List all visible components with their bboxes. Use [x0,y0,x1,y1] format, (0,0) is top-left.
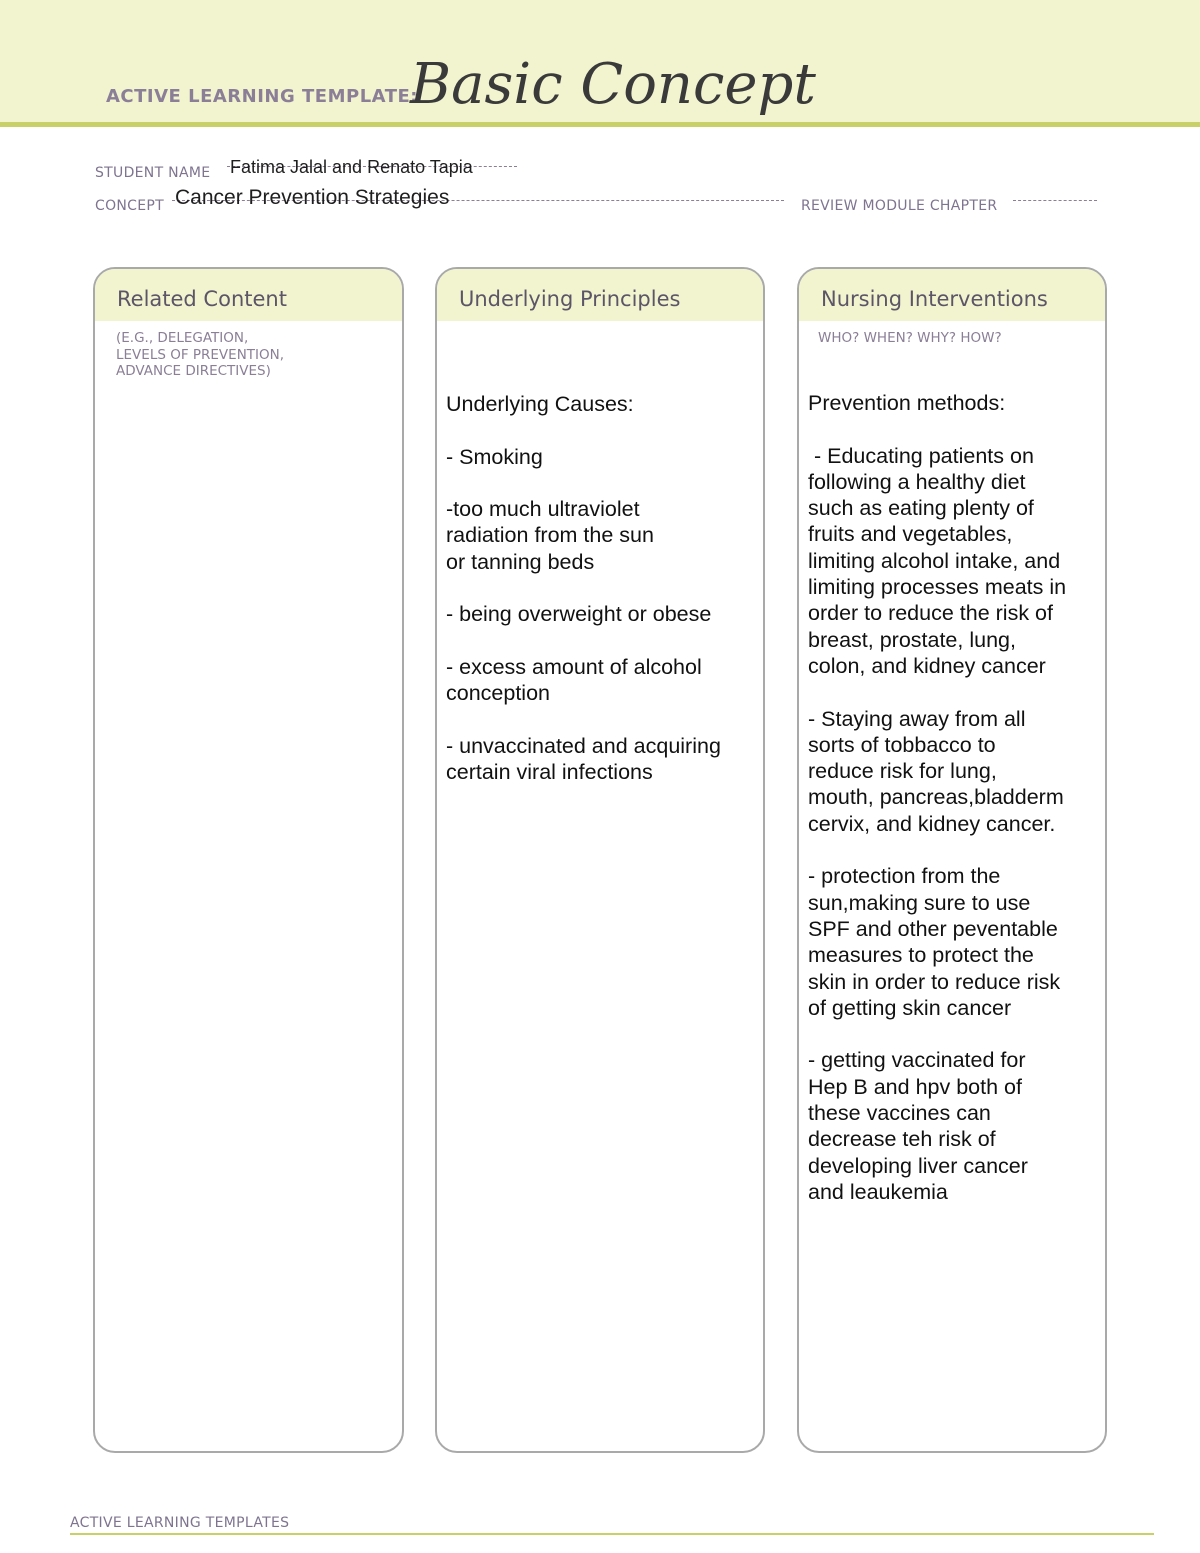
nursing-interventions-header [799,269,1105,321]
body-paragraph: -too much ultraviolet radiation from the sun or tanning beds [446,497,654,574]
page-title: Basic Concept [410,52,816,117]
related-content-hint-line: LEVELS OF PREVENTION, [116,346,285,363]
underlying-principles-panel [435,267,765,1453]
body-paragraph: - protection from the sun,making sure to use SPF and other peventable measures to protect the skin in order to reduce risk of getting skin cancer [808,864,1061,1020]
underlying-principles-title: Underlying Principles [459,287,681,311]
related-content-panel [93,267,404,1453]
body-paragraph: - excess amount of alcohol conception [446,654,702,706]
body-paragraph: Prevention methods: [808,391,1006,415]
body-paragraph: - being overweight or obese [446,602,712,627]
review-module-label: REVIEW MODULE CHAPTER [801,198,998,214]
body-paragraph: - Smoking [446,444,543,469]
header-divider [0,122,1200,127]
review-module-line [1013,200,1097,201]
body-paragraph: - unvaccinated and acquiring certain viral infections [446,733,721,785]
related-content-header [95,269,402,321]
concept-label: CONCEPT [95,198,164,214]
related-content-hint [116,330,284,380]
body-paragraph: - getting vaccinated for Hep B and hpv both of these vaccines can decrease teh risk of developing liver cancer and leaukemia [808,1048,1028,1204]
related-content-hint-line: ADVANCE DIRECTIVES) [116,363,271,379]
related-content-hint-line: (E.G., DELEGATION, [116,330,249,346]
footer-label: ACTIVE LEARNING TEMPLATES [70,1515,290,1531]
nursing-interventions-panel [797,267,1107,1453]
body-paragraph: Underlying Causes: [446,392,634,416]
template-label: ACTIVE LEARNING TEMPLATE: [106,86,418,107]
related-content-title: Related Content [117,287,287,311]
body-paragraph: - Educating patients on following a healthy diet such as eating plenty of fruits and vegetables, limiting alcohol intake, and limiting processes meats in order to reduce the risk of breast, prostate, lung, colon, and kidney cancer [808,443,1067,678]
student-name-label: STUDENT NAME [95,165,211,181]
body-paragraph: - Staying away from all sorts of tobbacco to reduce risk for lung, mouth, pancreas,bladderm cervix, and kidney cancer. [808,706,1064,836]
student-name-field[interactable]: Fatima Jalal and Renato Tapia [230,157,473,177]
nursing-interventions-body[interactable] [808,390,1106,1232]
nursing-interventions-title: Nursing Interventions [821,287,1048,311]
underlying-principles-body[interactable] [446,391,764,812]
concept-field[interactable]: Cancer Prevention Strategies [175,186,450,209]
nursing-interventions-hint: WHO? WHEN? WHY? HOW? [818,330,1002,346]
underlying-principles-header [437,269,763,321]
footer-divider [70,1533,1154,1535]
